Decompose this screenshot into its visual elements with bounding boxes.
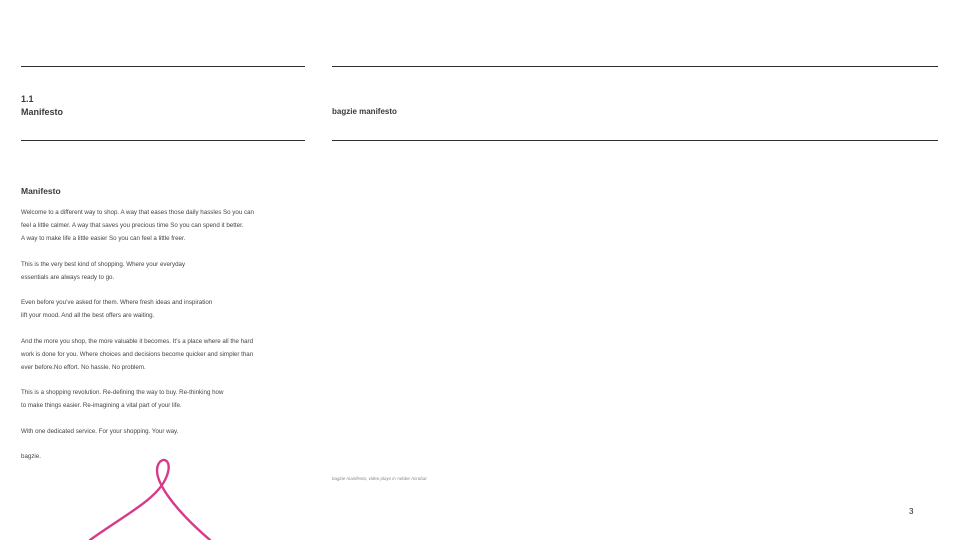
manifesto-paragraph: bagzie.	[21, 453, 41, 460]
manifesto-text	[21, 206, 311, 476]
manifesto-paragraph: This is a shopping revolution. Re-defining the way to buy. Re-thinking how to make things easier. Re-imagining a vital part of your life.	[21, 389, 224, 409]
mid-left-rule	[21, 140, 305, 141]
manifesto-paragraph: And the more you shop, the more valuable it becomes. It’s a place where all the hard work is done for you. Where choices and decisions become quicker and simpler than ever before.No effort. No hassle. No problem.	[21, 337, 254, 371]
ribbon-stroke	[90, 460, 210, 540]
top-left-rule	[21, 66, 305, 67]
mid-right-rule	[332, 140, 938, 141]
manifesto-paragraph: This is the very best kind of shopping. Where your everyday essentials are always ready to go.	[21, 260, 186, 281]
top-right-rule	[332, 66, 938, 67]
section-number: 1.1	[21, 94, 34, 104]
manifesto-paragraph: Even before you’ve asked for them. Where fresh ideas and inspiration lift your mood. And all the best offers are waiting.	[21, 299, 213, 319]
page-number: 3	[909, 507, 914, 516]
body-heading: Manifesto	[21, 186, 61, 196]
video-title: bagzie manifesto	[332, 107, 397, 116]
section-title: Manifesto	[21, 107, 64, 117]
ribbon-logo-icon	[80, 455, 220, 540]
manifesto-paragraph: With one dedicated service. For your shopping. Your way.	[21, 427, 179, 435]
manifesto-paragraph: Welcome to a different way to shop. A way that eases those daily hassles So you can feel a little calmer. A way that saves you precious time So you can spend it better. A way to make life a little easier So you can feel a little freer.	[21, 209, 254, 242]
video-caption: bagzie manifesto, video plays in Adobe Acrobat	[332, 476, 427, 481]
